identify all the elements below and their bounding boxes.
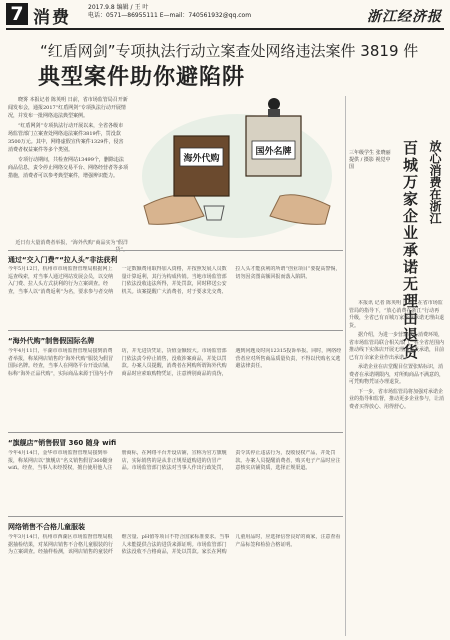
sidebar-paragraph: 承诺企业在店堂醒目位置张贴标识，消费者在承诺期限内，对所购商品不满意的，可凭购物凭证办理退货。 [349,364,444,385]
section-title: 消费 [33,8,71,28]
section-divider [8,330,343,331]
section-title-1: 通过“交入门费”“拉人头”非法获利 [8,256,118,264]
right-box-label: 国外名牌 [255,147,292,157]
sidebar-kicker: 放心消费在浙江 [428,140,442,224]
section-body-4: 今年3月14日，杭州市西湖区市场监督管理局根据抽检结果，对某网店销售不合格儿童服装的行为立案调查。经抽样检测，该网店销售的童装纤维含量、pH值等项目不符合国家标准要求。当事人未能提供合法的进货来源证明。市场监管部门依法没收不合格商品，并处以罚款。家长在网购儿童用品时，应选择信誉良好的商家，注意查看产品标签和检验合格证明。 [8,534,341,555]
section-body-2: 今年4月11日，平湖市市场监督管理局接到消费者举报，称某网店销售的“海外代购”服装为假冒国际名牌。经查，当事人在网络平台开设店铺，标称“海外正品代购”，实际商品来源于国内小作坊，并无进货凭证，货值金额较大。市场监管部门依法责令停止销售，没收涉案商品，并处以罚款。办案人员提醒，消费者在网购所谓海外代购商品时应索取购物凭证，注意辨别商品的真伪，遇到问题及时向12315投诉举报。同时，网络经营者应对所售商品质量负责，不得以代购名义逃避法律责任。 [8,348,342,377]
section-divider [8,250,343,251]
header-meta [88,4,251,20]
header-email: E—mail：740561932@qq.com [159,12,252,19]
sidebar-caption: 三年级学生 张晓丽 提供 / 摄影 视觉中国 [349,150,391,170]
header-editor: 编辑 / 王 叶 [116,4,149,11]
section-title-3: “旗舰店”销售假冒 360 随身 wifi [8,439,117,447]
sidebar-title: 百城万家企业承诺无理由退货 [401,140,419,361]
lead-paragraph: 专项行动期间，共检查网站13499个，删除违法商品信息，责令停止网络交易平台、网络经营者等多项措施，消费者可以参考典型案件，增强辨识能力。 [8,157,129,179]
story-illustration [134,96,340,246]
page-number: 7 [6,3,28,25]
sidebar-body [349,300,444,635]
sidebar-paragraph: 本报讯 记者 陈英明 日前，在省市场监管局的指导下，“放心消费在浙江”行动再升级，全省已有百城万家企业承诺无理由退货。 [349,300,444,329]
story-headline: 典型案件助你避陷阱 [38,65,246,90]
left-box-label: 海外代购 [183,154,220,164]
story-kicker: “红盾网剑”专项执法行动立案查处网络违法案件 3819 件 [40,42,419,60]
header-phone: 电话：0571—86955111 [88,12,158,19]
story-lead [8,96,128,182]
header-rule [6,28,444,30]
column-divider [345,96,346,636]
section-divider [8,516,343,517]
section-title-2: “海外代购”制售假国际名牌 [8,337,95,345]
lead-paragraph: 晓雾 本报记者 陈英明 日前，省市场监管局召开新闻发布会，通报2017“红盾网剑”专项执法行动开展情况，并发布一批网络违法典型案例。 [8,97,128,119]
paper-logo: 浙江经济报 [367,9,442,25]
header-date: 2017.9.8 [88,4,115,11]
sidebar-paragraph: 据介绍，为进一步营造放心消费环境，省市场监管局联合相关部门，在全省范围内推动线下实体店开展无理由退货承诺，目前已有万余家企业作出承诺。 [349,332,444,361]
section-body-1: 今年5月12日，杭州市市场监督管理局根据网上巡查线索，对当事人通过网站发展会员，以交纳入门费、拉人头方式获利的行为立案调查。经查，当事人以“消费返利”为名，要求参与者交纳一定数额费用取得加入资格，并按照发展人员数量计算返利，其行为构成传销。当地市场监管部门依法没收违法所得，并处罚款，同时移送公安机关。该案提醒广大消费者，对于要求先交费、拉人头才能获利的所谓“创业项目”要提高警惕，切勿因贪图高额回报而落入陷阱。 [8,266,341,295]
sidebar-paragraph: 下一步，省市场监管局将加强对承诺企业的指导和监督，推动更多企业参与，让消费者买得放心、用得舒心。 [349,388,444,410]
section-body-3: 今年4月14日，金华市市场监督管理局接到举报，称某网店以“旗舰店”名义销售假冒360随身wifi。经查，当事人未经授权，擅自使用他人注册商标，在网络平台开设店铺，宣称为官方旗舰店，实际销售的是从非正规渠道购进的仿冒产品。市场监管部门依法对当事人作出行政处罚，责令其停止违法行为，没收侵权产品，并处罚款。办案人员提醒消费者，购买电子产品时应注意核实店铺资质，选择正规渠道。 [8,450,341,471]
lead-paragraph: “红盾网剑”专项执法行动开展以来，全省各级市场监管部门立案查处网络违法案件3819件，罚没款3500万元。其中，网络虚假宣传案件1329件，侵害消费者权益案件等多个类别。 [8,123,124,153]
section-title-4: 网络销售不合格儿童服装 [8,523,85,531]
story-caption: 近日有大量消费者举报，“海外代购”商品实为“假洋 [15,240,128,246]
section-divider [8,432,343,433]
